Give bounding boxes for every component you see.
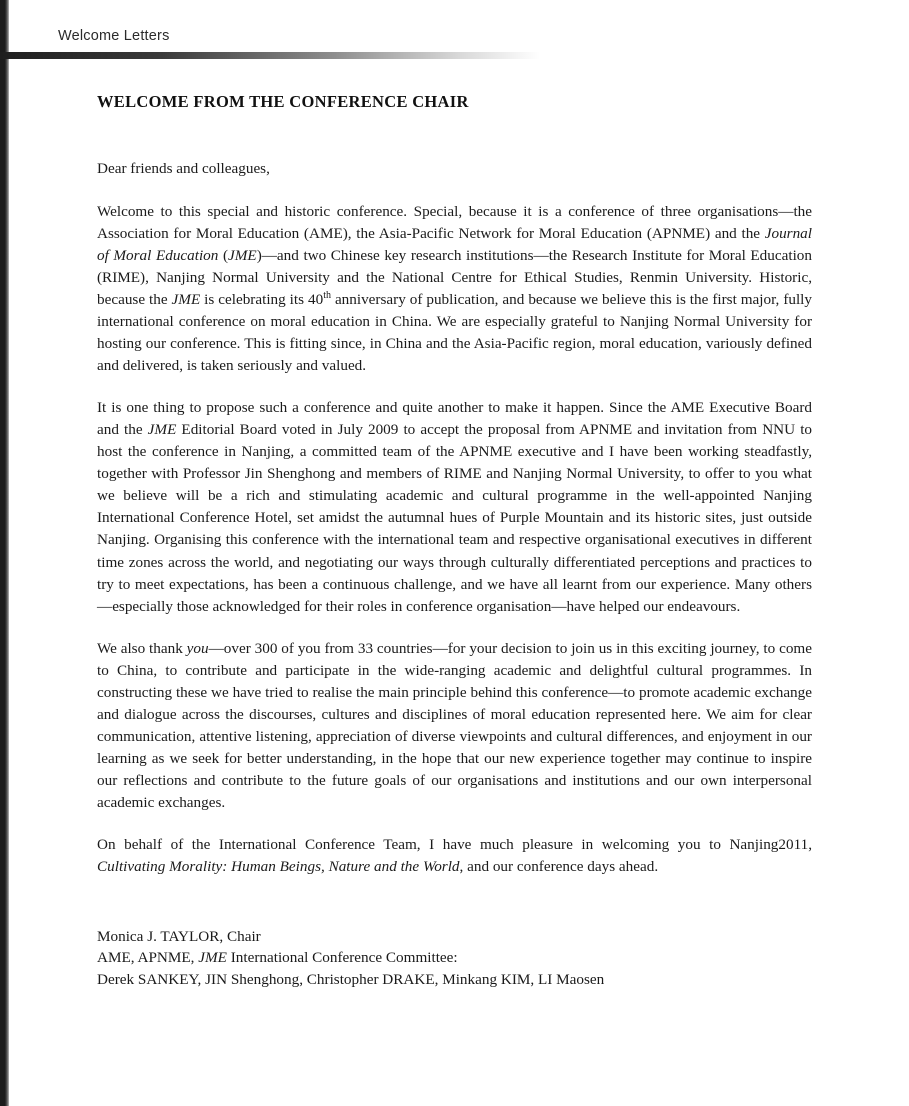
page-title: WELCOME FROM THE CONFERENCE CHAIR — [97, 92, 469, 111]
paragraph-1-italic-jme-2: JME — [171, 291, 201, 309]
paragraph-1-seg-b: ( — [218, 247, 229, 265]
paragraph-4-italic-theme: Cultivating Morality: Human Beings, Nature and the World — [97, 857, 460, 875]
paragraph-3-italic-you: you — [186, 639, 209, 657]
paragraph-1 — [97, 201, 812, 377]
header-rule — [0, 52, 540, 59]
paragraph-1-seg-d: is celebrating its 40 — [200, 291, 324, 309]
signature-committee-seg-b: International Conference Committee: — [226, 949, 458, 967]
signature-members: Derek SANKEY, JIN Shenghong, Christopher DRAKE, Minkang KIM, LI Maosen — [97, 971, 605, 989]
page-edge-band — [0, 0, 9, 1106]
signature-name: Monica J. TAYLOR, Chair — [97, 927, 261, 945]
signature-committee-seg-a: AME, APNME, — [97, 949, 199, 967]
paragraph-1-seg-c: )—and two Chinese key research institutions—the Research Institute for Moral Education (RIME), Nanjing Normal University and the National Centre for Ethical Studies, Renmin University. Historic, because the — [97, 247, 812, 309]
document-body — [97, 92, 812, 991]
signature-committee — [97, 947, 812, 969]
running-head: Welcome Letters — [58, 28, 170, 44]
paragraph-4-seg-b: , and our conference days ahead. — [459, 857, 659, 875]
paragraph-3-seg-a: We also thank — [97, 639, 187, 657]
paragraph-3-seg-b: —over 300 of you from 33 countries—for your decision to join us in this exciting journey, to come to China, to contribute and participate in the wide-ranging academic and delightful cultural programmes. In constructing these we have tried to realise the main principle behind this conference—to promote academic exchange and dialogue across the discourses, cultures and disciplines of moral education represented here. We aim for clear communication, attentive listening, appreciation of diverse viewpoints and cultural differences, and enjoyment in our learning as we seek for better understanding, in the hope that our new experience together may continue to inspire our reflections and contribute to the future goals of our organisations and institutions and our own interpersonal academic exchanges. — [97, 639, 812, 811]
paragraph-1-ordinal-suffix: th — [323, 290, 331, 302]
paragraph-4-seg-a: On behalf of the International Conference Team, I have much pleasure in welcoming you to Nanjing2011, — [97, 835, 812, 853]
signature-block — [97, 926, 812, 991]
paragraph-2-seg-b: Editorial Board voted in July 2009 to accept the proposal from APNME and invitation from NNU to host the conference in Nanjing, a committed team of the APNME executive and I have been working steadfastly, together with Professor Jin Shenghong and members of RIME and Nanjing Normal University, to offer to you what we believe will be a rich and stimulating academic and cultural programme in the well-appointed Nanjing International Conference Hotel, set amidst the autumnal hues of Purple Mountain and its historic sites, just outside Nanjing. Organising this conference with the international team and respective organisational executives in different time zones across the world, and negotiating our ways through culturally differentiated perceptions and practices to try to meet expectations, has been a continuous challenge, and we have all learnt from our experience. Many others—especially those acknowledged for their roles in conference organisation—have helped our endeavours. — [97, 421, 813, 615]
paragraph-1-seg-a: Welcome to this special and historic conference. Special, because it is a conference of three organisations—the Association for Moral Education (AME), the Asia-Pacific Network for Moral Education (APNME) and the — [97, 203, 812, 243]
salutation: Dear friends and colleagues, — [97, 160, 270, 177]
paragraph-4 — [97, 834, 812, 878]
signature-italic-jme: JME — [198, 949, 227, 967]
paragraph-1-italic-jme-1: JME — [228, 247, 257, 265]
paragraph-1-italic-journal: Journal of Moral Education — [97, 225, 812, 265]
paragraph-3 — [97, 638, 812, 814]
paragraph-1-seg-e: anniversary of publication, and because we believe this is the first major, fully international conference on moral education in China. We are especially grateful to Nanjing Normal University for hosting our conference. This is fitting since, in China and the Asia-Pacific region, moral education, variously defined and delivered, is taken seriously and valued. — [97, 291, 812, 375]
paragraph-2-seg-a: It is one thing to propose such a conference and quite another to make it happen. Since the AME Executive Board and the — [97, 399, 812, 439]
paragraph-2-italic-jme: JME — [147, 421, 177, 439]
paragraph-2 — [97, 397, 812, 617]
